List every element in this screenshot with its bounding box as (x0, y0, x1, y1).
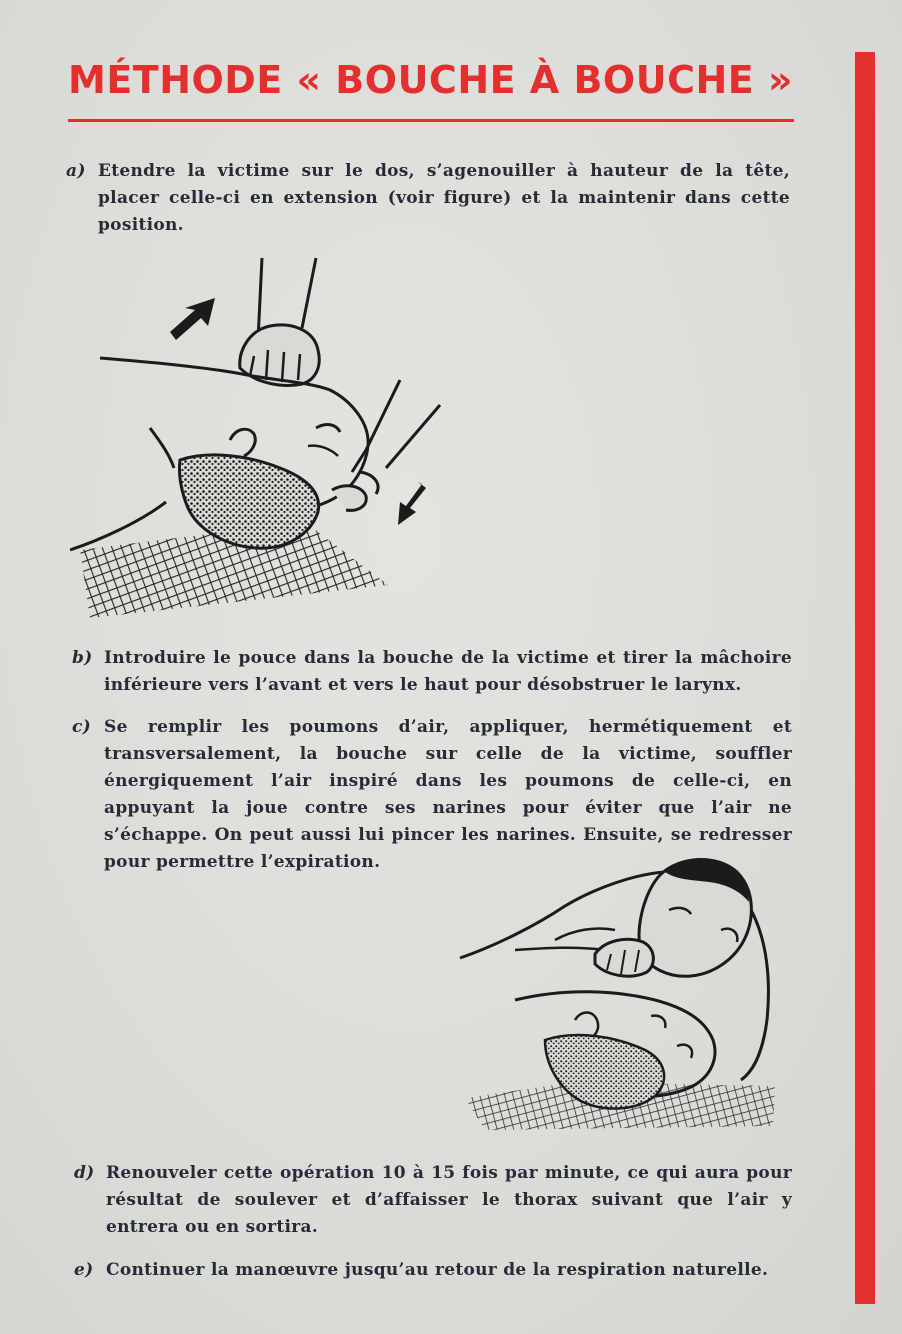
step-b-text: Introduire le pouce dans la bouche de la victime et tirer la mâchoire inférieure vers l’avant et vers le haut pour désobstruer le larynx. (104, 648, 792, 695)
step-d (74, 1160, 792, 1241)
arrow-down-icon (398, 482, 426, 525)
page-title: MÉTHODE « BOUCHE À BOUCHE » (68, 58, 793, 102)
step-b-label: b) (72, 648, 93, 668)
arrow-up-left-icon (170, 298, 215, 340)
mouth-to-mouth-illustration (455, 850, 785, 1140)
step-c-label: c) (72, 717, 91, 737)
step-d-text: Renouveler cette opération 10 à 15 fois par minute, ce qui aura pour résultat de soulever et d’affaisser le thorax suivant que l’air y entrera ou en sortira. (106, 1163, 792, 1237)
step-b (72, 645, 792, 699)
step-a-text: Etendre la victime sur le dos, s’agenouiller à hauteur de la tête, placer celle-ci en extension (voir figure) et la maintenir dans cette position. (98, 161, 790, 235)
step-a (66, 158, 790, 239)
step-e-label: e) (74, 1260, 94, 1280)
step-e-text: Continuer la manœuvre jusqu’au retour de la respiration naturelle. (106, 1260, 769, 1280)
step-c-text: Se remplir les poumons d’air, appliquer, hermétiquement et transversalement, la bouche sur celle de la victime, souffler énergiquement l’air inspiré dans les poumons de celle-ci, en appuyant la joue contre ses narines pour éviter que l’air ne s’échappe. On peut aussi lui pincer les narines. Ensuite, se redresser pour permettre l’expiration. (104, 717, 792, 872)
step-d-label: d) (74, 1163, 95, 1183)
title-underline (68, 119, 794, 122)
step-a-label: a) (66, 161, 86, 181)
red-margin-bar (855, 52, 875, 1304)
head-extension-illustration (70, 250, 450, 620)
step-e (74, 1257, 792, 1284)
